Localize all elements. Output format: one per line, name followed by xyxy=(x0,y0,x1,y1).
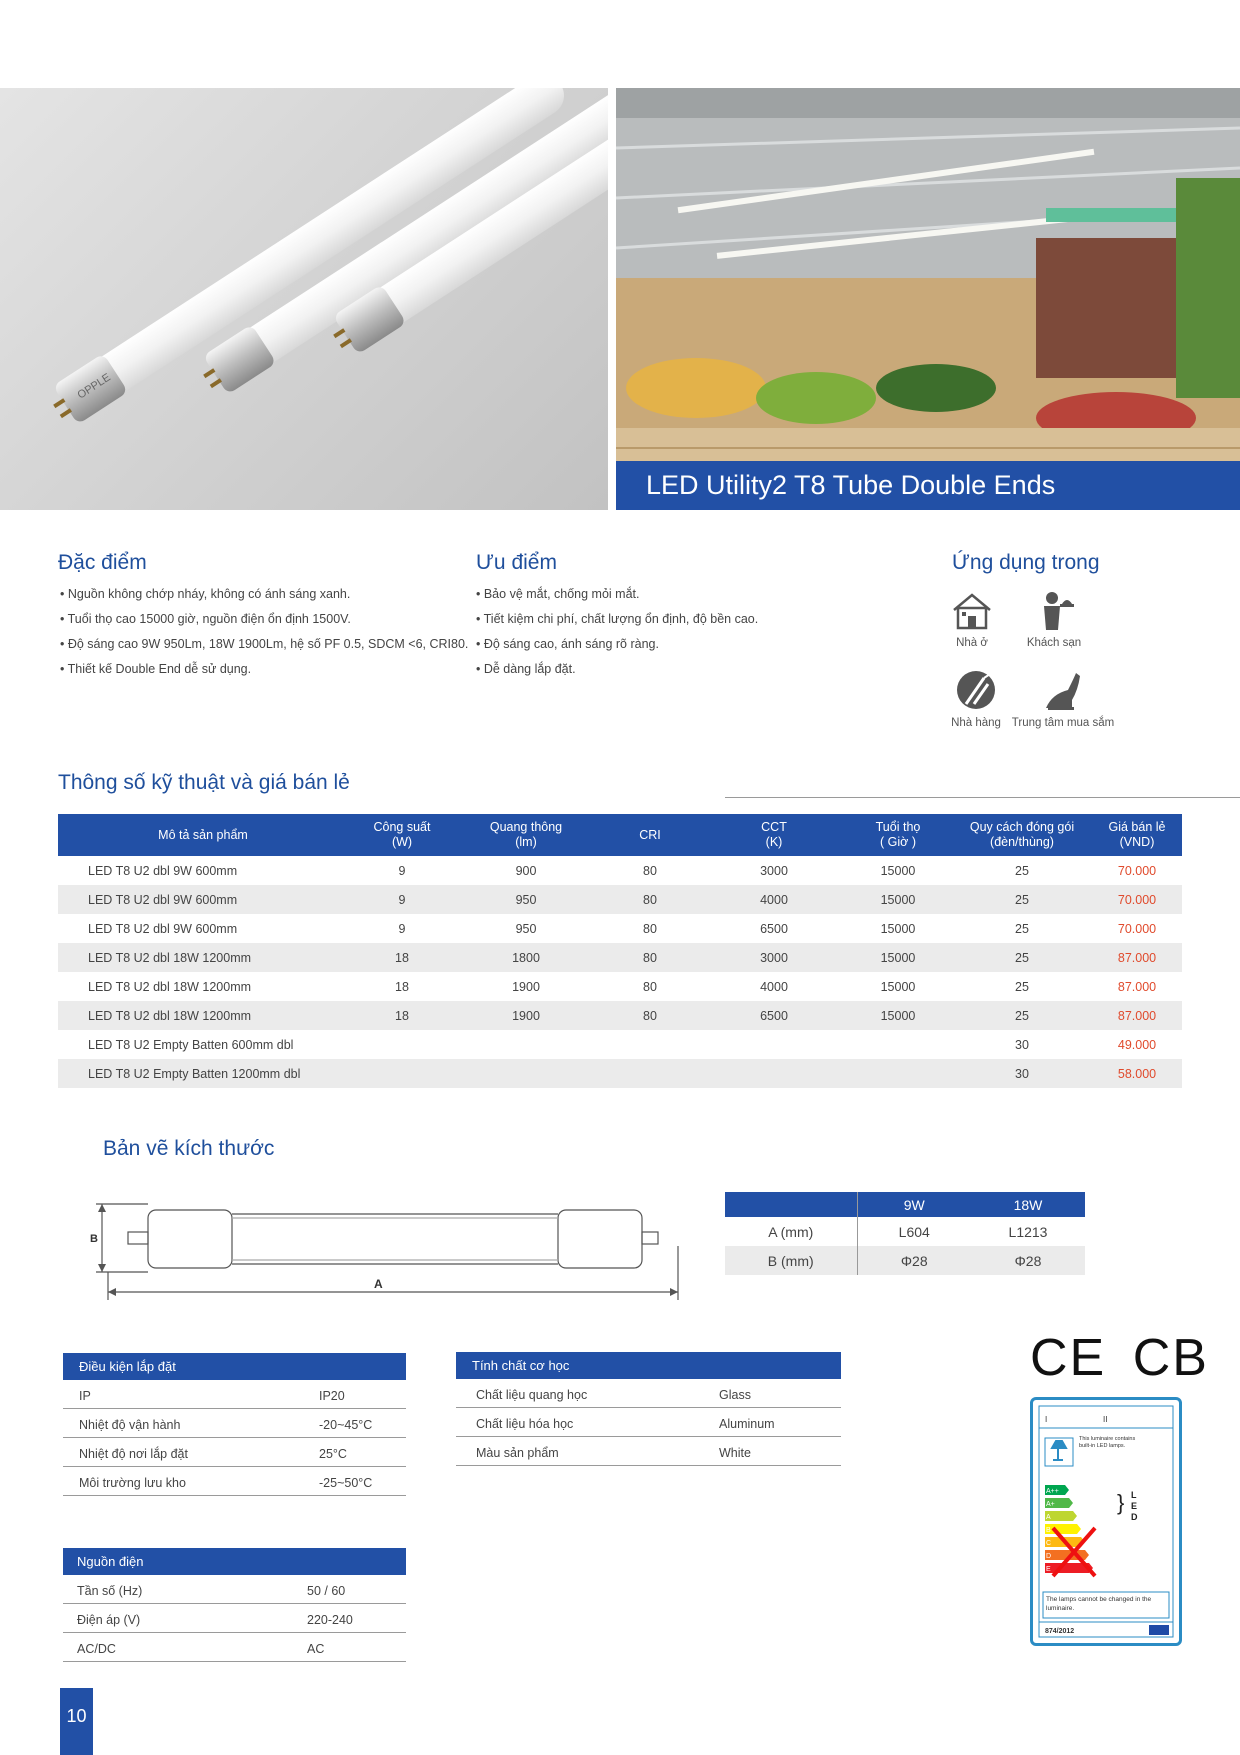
list-item: • Độ sáng cao 9W 950Lm, 18W 1900Lm, hệ số PF 0.5, SDCM <6, CRI80. xyxy=(60,637,469,651)
table-row: IP IP20 xyxy=(63,1380,406,1409)
table-row: Tần số (Hz) 50 / 60 xyxy=(63,1575,406,1604)
table-row: LED T8 U2 dbl 9W 600mm 9 950 80 6500 15000 25 70.000 xyxy=(88,921,1157,936)
list-item: • Nguồn không chớp nháy, không có ánh sáng xanh. xyxy=(60,587,351,601)
shopping-icon xyxy=(1008,670,1118,712)
brace-glyph: } xyxy=(1117,1490,1125,1515)
dim-label-a: A xyxy=(374,1277,383,1291)
list-item: • Thiết kế Double End dễ sử dụng. xyxy=(60,662,252,676)
col-header: Quy cách đóng gói (đèn/thùng) xyxy=(952,814,1092,856)
table-row: LED T8 U2 dbl 18W 1200mm 18 1800 80 3000 15000 25 87.000 xyxy=(58,943,1182,972)
app-restaurant xyxy=(944,670,1008,729)
brand-logo: OPPLE xyxy=(75,371,113,402)
advantages-list xyxy=(476,582,856,682)
table-row: Môi trường lưu kho -25~50°C xyxy=(63,1467,406,1496)
eu-flag-icon xyxy=(1149,1625,1169,1635)
list-item: • Độ sáng cao, ánh sáng rõ ràng. xyxy=(476,637,659,651)
app-label: Nhà ở xyxy=(956,637,988,649)
applications-heading: Ứng dụng trong xyxy=(952,551,1100,574)
app-label: Khách sạn xyxy=(1026,637,1082,649)
svg-text:A++: A++ xyxy=(1046,1488,1059,1495)
table-row: Điện áp (V) 220-240 xyxy=(63,1604,406,1633)
label-ii: II xyxy=(1103,1415,1108,1424)
table-row: B (mm) Φ28 Φ28 xyxy=(725,1246,1085,1275)
app-hotel xyxy=(1016,590,1092,649)
dimension-drawing xyxy=(88,1196,688,1306)
app-home xyxy=(944,590,1000,649)
dimension-table xyxy=(725,1192,1085,1275)
list-item: • Tuổi thọ cao 15000 giờ, nguồn điện ổn định 1500V. xyxy=(60,612,351,626)
divider xyxy=(725,797,1240,798)
table-row: LED T8 U2 dbl 18W 1200mm 18 1900 80 6500 15000 25 87.000 xyxy=(58,1001,1182,1030)
svg-text:B: B xyxy=(1046,1527,1051,1534)
led-text: LED xyxy=(1131,1490,1138,1522)
app-shopping xyxy=(1008,670,1118,729)
luminaire-text: This luminaire contains built-in LED lamps. xyxy=(1079,1436,1136,1449)
col-header: CRI xyxy=(596,814,704,856)
power-heading: Nguồn điện xyxy=(63,1548,406,1575)
waiter-icon xyxy=(1016,590,1092,632)
col-header: Giá bán lẻ (VND) xyxy=(1092,814,1182,856)
table-header-row xyxy=(58,814,1182,856)
power-table xyxy=(63,1548,406,1662)
ce-mark: CE xyxy=(1030,1329,1107,1387)
spec-heading: Thông số kỹ thuật và giá bán lẻ xyxy=(58,771,350,794)
table-row: LED T8 U2 Empty Batten 1200mm dbl 30 58.000 xyxy=(58,1059,1182,1088)
table-row: A (mm) L604 L1213 xyxy=(725,1217,1085,1246)
table-row: LED T8 U2 dbl 9W 600mm 9 900 80 3000 15000 25 70.000 xyxy=(88,863,1157,878)
product-title: LED Utility2 T8 Tube Double Ends xyxy=(616,461,1240,510)
house-icon xyxy=(944,590,1000,632)
mechanical-table xyxy=(456,1352,841,1466)
list-item: • Bảo vệ mắt, chống mỏi mắt. xyxy=(476,587,640,601)
dim-label-b: B xyxy=(90,1233,98,1245)
app-label: Trung tâm mua sắm xyxy=(1011,717,1115,729)
col-header: Tuổi thọ ( Giờ ) xyxy=(844,814,952,856)
table-row: Nhiệt độ vận hành -20~45°C xyxy=(63,1409,406,1438)
energy-label xyxy=(1030,1397,1182,1646)
col-header: Quang thông (lm) xyxy=(456,814,596,856)
mechanical-heading: Tính chất cơ học xyxy=(456,1352,841,1379)
table-row: LED T8 U2 Empty Batten 600mm dbl 30 49.000 xyxy=(88,1037,1157,1052)
spec-table xyxy=(58,814,1182,1088)
svg-text:D: D xyxy=(1046,1553,1052,1560)
svg-text:C: C xyxy=(1046,1540,1052,1547)
list-item: • Tiết kiệm chi phí, chất lượng ổn định, độ bền cao. xyxy=(476,612,759,626)
page-number: 10 xyxy=(60,1688,93,1755)
advantages-heading: Ưu điểm xyxy=(476,551,557,574)
col-header: CCT (K) xyxy=(704,814,844,856)
col-header: Mô tả sản phẩm xyxy=(58,814,348,856)
table-header-row: 9W 18W xyxy=(725,1192,1085,1217)
product-photo xyxy=(0,88,608,510)
cb-mark: CB xyxy=(1132,1329,1209,1387)
svg-text:A: A xyxy=(1046,1514,1051,1521)
drawing-heading: Bản vẽ kích thước xyxy=(103,1137,275,1160)
table-row: Chất liệu hóa học Aluminum xyxy=(456,1408,841,1437)
features-list xyxy=(60,582,480,682)
table-row: Chất liệu quang học Glass xyxy=(456,1379,841,1408)
table-row: AC/DC AC xyxy=(63,1633,406,1662)
install-heading: Điều kiện lắp đặt xyxy=(63,1353,406,1380)
table-row: Nhiệt độ nơi lắp đặt 25°C xyxy=(63,1438,406,1467)
regulation: 874/2012 xyxy=(1045,1628,1075,1635)
table-row: Màu sản phẩm White xyxy=(456,1437,841,1466)
svg-text:E: E xyxy=(1046,1566,1051,1573)
label-i: I xyxy=(1045,1415,1048,1424)
app-label: Nhà hàng xyxy=(951,717,1001,729)
svg-text:A+: A+ xyxy=(1046,1501,1055,1508)
table-row: LED T8 U2 dbl 9W 600mm 9 950 80 4000 15000 25 70.000 xyxy=(58,885,1182,914)
install-table xyxy=(63,1353,406,1496)
certification-marks xyxy=(1030,1328,1209,1388)
features-heading: Đặc điểm xyxy=(58,551,147,574)
supermarket-photo xyxy=(616,88,1240,510)
list-item: • Dễ dàng lắp đặt. xyxy=(476,662,576,676)
table-row: LED T8 U2 dbl 18W 1200mm 18 1900 80 4000 15000 25 87.000 xyxy=(88,979,1157,994)
restaurant-icon xyxy=(944,670,1008,712)
col-header: Công suất (W) xyxy=(348,814,456,856)
lamp-note: The lamps cannot be changed in the luminaire. xyxy=(1046,1596,1152,1612)
